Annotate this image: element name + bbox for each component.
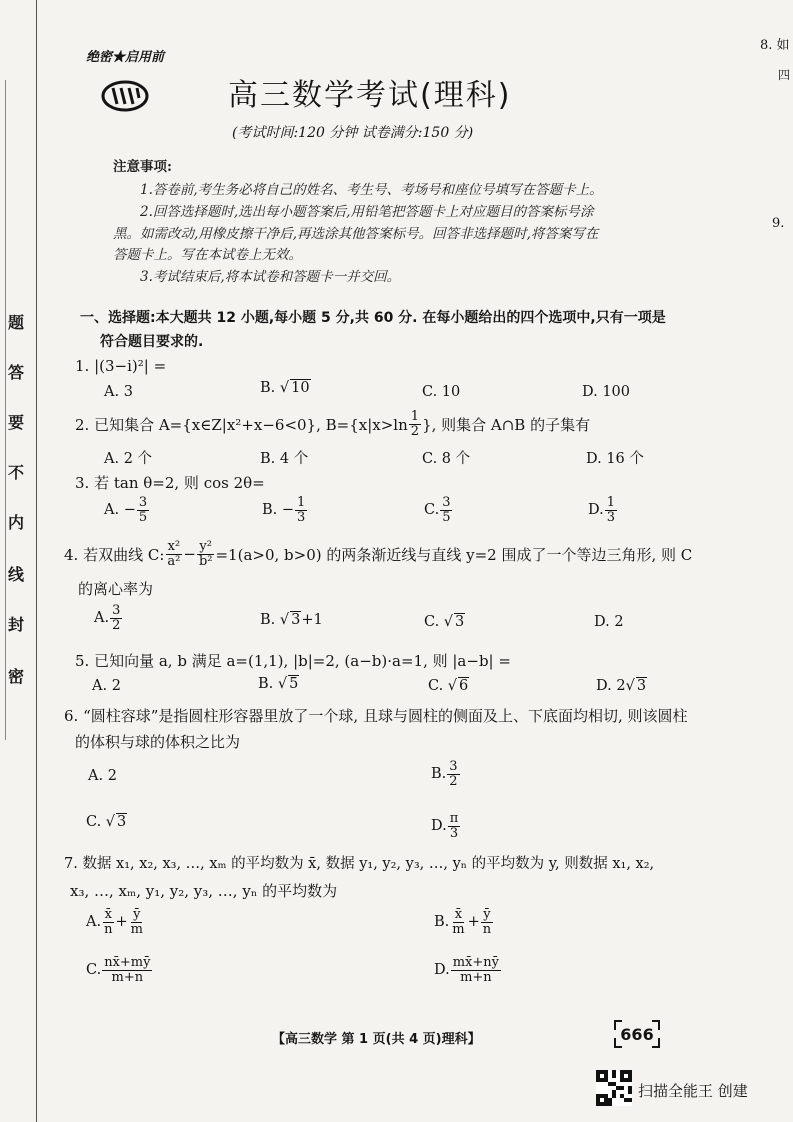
q1-option-a: A. 3 xyxy=(104,384,133,400)
notice-line-5: 3.考试结束后,将本试卷和答题卡一并交回。 xyxy=(140,269,401,285)
q4-option-c: C. √ 3 xyxy=(424,614,465,630)
q3-option-b: B. − $\frac{1}{3}$ xyxy=(262,495,306,525)
q2-option-c: C. 8 个 xyxy=(422,451,471,467)
q3-option-d: D. $\frac{1}{3}$ xyxy=(588,495,615,525)
seal-char-4: 不 xyxy=(8,463,25,482)
q2-option-d: D. 16 个 xyxy=(586,451,644,467)
page-title: 高三数学考试(理科) xyxy=(228,78,512,113)
section-heading: 一、选择题:本大题共 12 小题,每小题 5 分,共 60 分. 在每小题给出的四个选项中,只有一项是 xyxy=(80,310,666,326)
seal-char-5: 内 xyxy=(8,513,25,532)
notice-line-4: 答题卡上。写在本试卷上无效。 xyxy=(113,247,302,263)
q6-option-d: D. $\frac{\pi}{3}$ xyxy=(431,811,459,841)
next-page-q9: 9. xyxy=(772,216,785,231)
exam-time-info: (考试时间:120 分钟 试卷满分:150 分) xyxy=(232,125,474,141)
q6-stem: 6. “圆柱容球”是指圆柱形容器里放了一个球, 且球与圆柱的侧面及上、下底面均相切, 则该圆柱 xyxy=(64,707,688,725)
section-heading-cont: 符合题目要求的. xyxy=(100,334,204,350)
q1-option-c: C. 10 xyxy=(422,384,461,400)
q6-option-b: B. $\frac{3}{2}$ xyxy=(431,759,458,789)
q4-option-b: B. √ 3+1 xyxy=(260,612,323,628)
q5-option-d: D. 2√ 3 xyxy=(596,678,647,694)
seal-char-8: 密 xyxy=(8,667,25,686)
seal-char-3: 要 xyxy=(8,413,25,432)
q3-option-a: A. − $\frac{3}{5}$ xyxy=(104,495,148,525)
seal-char-1: 题 xyxy=(8,313,25,332)
q1-stem: 1. |(3−i)²| = xyxy=(75,357,167,375)
q5-option-b: B. √ 5 xyxy=(258,676,299,692)
q7-option-c: C. $\frac{nx̄+mȳ}{m+n}$ xyxy=(86,955,151,985)
binding-line xyxy=(36,0,37,1122)
next-page-q8-cont: 四 xyxy=(778,68,791,82)
page-code-box xyxy=(614,1020,660,1048)
notice-line-3: 黑。如需改动,用橡皮擦干净后,再选涂其他答案标号。回答非选择题时,将答案写在 xyxy=(113,226,599,242)
q7-stem-cont: x₃, …, xₘ, y₁, y₂, y₃, …, yₙ 的平均数为 xyxy=(70,882,338,900)
seal-char-2: 答 xyxy=(8,363,25,382)
q3-option-c: C. $\frac{3}{5}$ xyxy=(424,495,451,525)
q4-stem-cont: 的离心率为 xyxy=(78,580,154,598)
q2-stem: 2. 已知集合 A={x∈Z|x²+x−6<0}, B={x|x>ln $\frac{1}{2}$ }, 则集合 A∩B 的子集有 xyxy=(75,409,591,439)
q1-option-d: D. 100 xyxy=(582,384,631,400)
seal-char-7: 封 xyxy=(8,615,25,634)
notice-line-1: 1.答卷前,考生务必将自己的姓名、考生号、考场号和座位号填写在答题卡上。 xyxy=(140,182,603,198)
next-page-q8: 8. 如 xyxy=(760,38,790,53)
q7-option-b: B. $\frac{x̄}{m}$ + $\frac{ȳ}{n}$ xyxy=(434,907,492,937)
q4-stem: 4. 若双曲线 C: $\frac{\text{x²}}{\text{a²}}$ − $\frac{\text{y²}}{\text{b²}}$ =1(a>0, b>0) 的两条渐近线与直线 y=2 围成了一个等边三角形, 则 C xyxy=(64,539,693,569)
q2-option-a: A. 2 个 xyxy=(104,451,153,467)
q7-option-a: A. $\frac{x̄}{n}$ + $\frac{ȳ}{m}$ xyxy=(86,907,143,937)
q3-stem: 3. 若 tan θ=2, 则 cos 2θ= xyxy=(75,474,265,492)
binding-line-outer xyxy=(5,80,6,740)
q6-stem-cont: 的体积与球的体积之比为 xyxy=(75,733,241,751)
footer-label: 【高三数学 第 1 页(共 4 页)理科】 xyxy=(272,1032,481,1047)
q2-option-b: B. 4 个 xyxy=(260,451,309,467)
page-code: 666 xyxy=(620,1024,654,1044)
q6-option-a: A. 2 xyxy=(88,768,117,784)
notice-line-2: 2.回答选择题时,选出每小题答案后,用铅笔把答题卡上对应题目的答案标号涂 xyxy=(140,204,594,220)
confidential-label: 绝密★启用前 xyxy=(86,50,165,65)
q7-stem: 7. 数据 x₁, x₂, x₃, …, xₘ 的平均数为 x̄, 数据 y₁, y₂, y₃, …, yₙ 的平均数为 y, 则数据 x₁, x₂, xyxy=(64,856,655,872)
q5-option-a: A. 2 xyxy=(92,678,121,694)
qr-code-icon xyxy=(596,1070,632,1106)
scanner-watermark: 扫描全能王 创建 xyxy=(638,1082,748,1100)
notice-heading: 注意事项: xyxy=(113,159,172,175)
q6-option-c: C. √ 3 xyxy=(86,814,127,830)
q7-option-d: D. $\frac{mx̄+nȳ}{m+n}$ xyxy=(434,955,499,985)
q4-option-a: A. $\frac{3}{2}$ xyxy=(94,603,121,633)
seal-char-6: 线 xyxy=(8,565,25,584)
q5-option-c: C. √ 6 xyxy=(428,678,469,694)
publisher-logo xyxy=(101,80,149,112)
q1-option-b: B. √ 10 xyxy=(260,380,310,396)
q5-stem: 5. 已知向量 a, b 满足 a=(1,1), |b|=2, (a−b)·a=1, 则 |a−b| = xyxy=(75,652,511,670)
q4-option-d: D. 2 xyxy=(594,614,624,630)
